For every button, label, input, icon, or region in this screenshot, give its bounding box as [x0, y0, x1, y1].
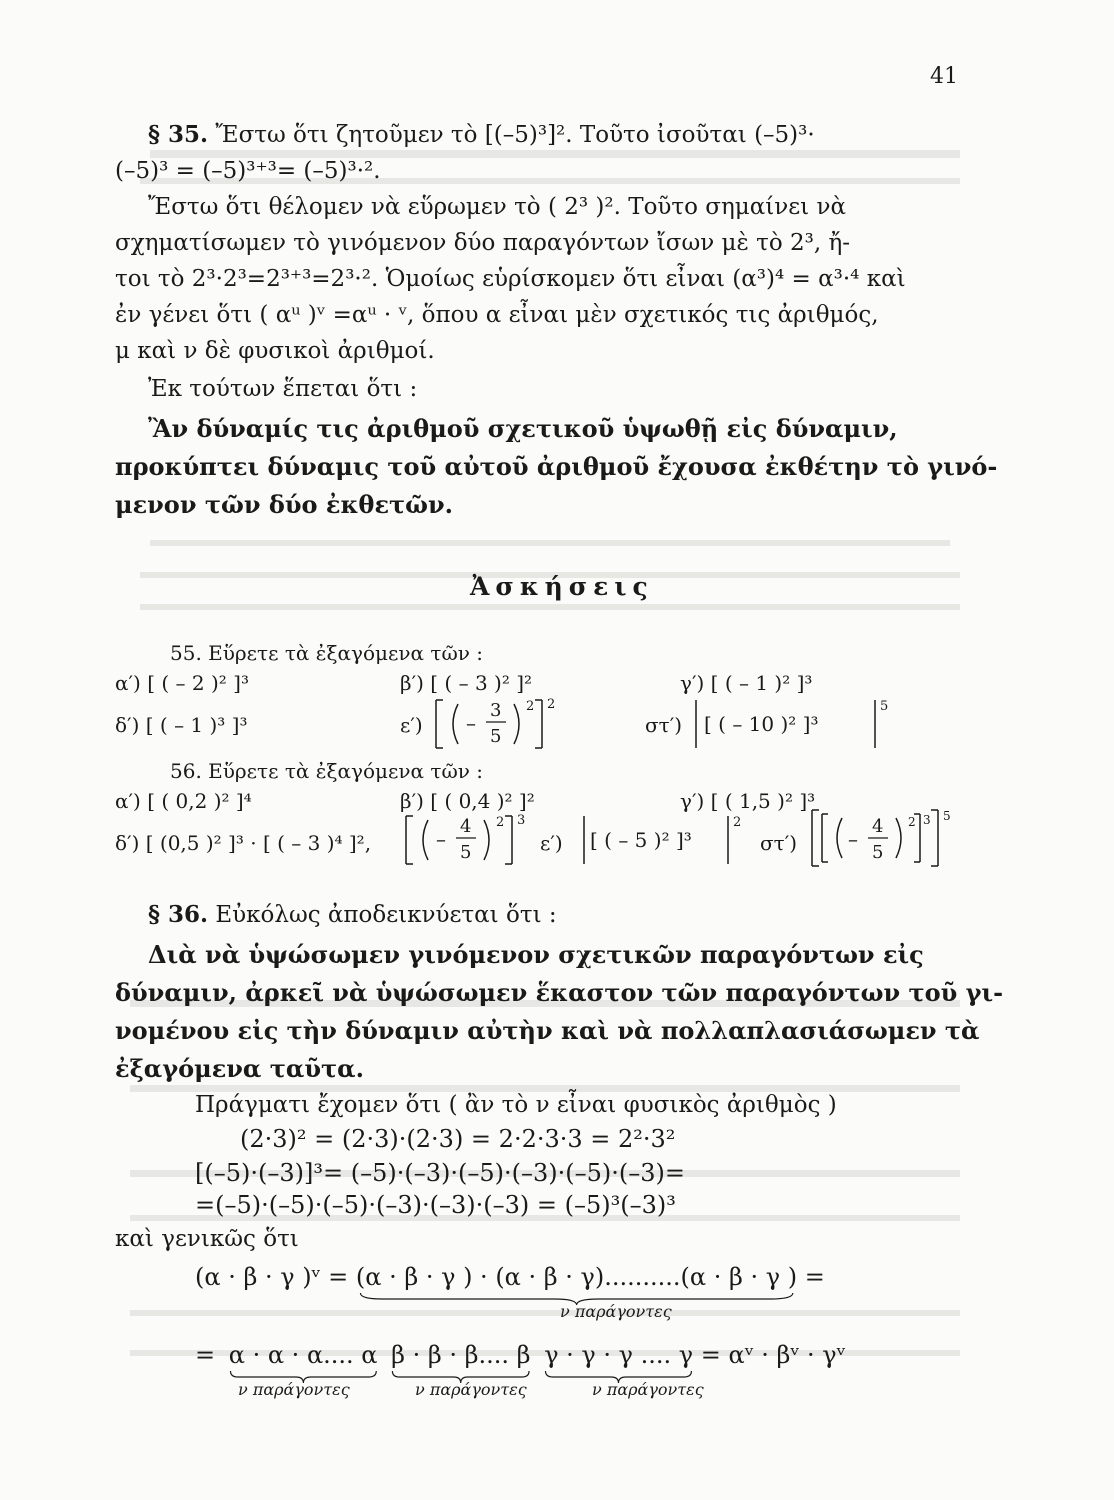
sec36-rule-2: δύναμιν, ἀρκεῖ νὰ ὑψώσωμεν ἕκαστον τῶν παραγόντων τοῦ γι-	[115, 978, 1004, 1007]
svg-text:–: –	[848, 827, 858, 851]
exercise-56-d: δ′) [ (0,5 )² ]³ · [ ( – 3 )⁴ ]²,	[115, 831, 372, 855]
fraction-numerator: 4	[872, 816, 884, 837]
sec35-line-3: Ἔστω ὅτι θέλομεν νὰ εὕρωμεν τὸ ( 2³ )². Τοῦτο σημαίνει νὰ	[148, 194, 846, 220]
formula-2	[195, 1340, 846, 1370]
exercise-56-st-label: στ′)	[760, 831, 798, 855]
sec36-rule-3: νομένου εἰς τὴν δύναμιν αὐτὴν καὶ νὰ πολλαπλασιάσωμεν τὰ	[115, 1016, 980, 1045]
outer-exponent: 3	[517, 813, 526, 828]
sec35-rule-2: προκύπτει δύναμις τοῦ αὐτοῦ ἀριθμοῦ ἔχουσα ἐκθέτην τὸ γινό-	[115, 452, 998, 481]
formula-1-product	[356, 1262, 797, 1292]
inner-exponent: 2	[526, 699, 535, 714]
sec36-rule-1: Διὰ νὰ ὑψώσωμεν γινόμενον σχετικῶν παραγόντων εἰς	[148, 940, 924, 969]
svg-text:–: –	[436, 827, 446, 851]
formula-2-result: = αᵛ · βᵛ · γᵛ	[700, 1341, 846, 1369]
exercise-55-d: δ′) [ ( – 1 )³ ]³	[115, 713, 248, 737]
fraction-denominator: 5	[460, 842, 472, 863]
exercise-56-b: β′) [ ( 0,4 )² ]²	[400, 789, 535, 813]
underbrace-label: ν παράγοντες	[560, 1302, 672, 1321]
exercise-56-st-expression	[808, 804, 968, 872]
underbrace-label-alpha: ν παράγοντες	[238, 1380, 350, 1399]
sec36-line-2: Πράγματι ἔχομεν ὅτι ( ἂν τὸ ν εἶναι φυσικὸς ἀριθμὸς )	[195, 1092, 837, 1118]
section-36-number: § 36.	[148, 901, 209, 928]
formula-2-beta-text: β · β · β.... β	[391, 1341, 531, 1369]
sec35-line-1	[148, 120, 815, 150]
sec35-line-8: Ἐκ τούτων ἕπεται ὅτι :	[148, 376, 418, 402]
formula-1-equals: =	[804, 1263, 825, 1291]
sec36-rule-4: ἐξαγόμενα ταῦτα.	[115, 1054, 364, 1083]
formula-2-gamma-group	[544, 1340, 693, 1370]
outer-exponent: 2	[547, 697, 556, 712]
exercise-56-a: α′) [ ( 0,2 )² ]⁴	[115, 789, 252, 813]
outer-exponent: 2	[733, 815, 742, 830]
inner-exponent: 2	[908, 815, 916, 829]
fraction-numerator: 4	[460, 816, 472, 837]
underbrace-label-gamma: ν παράγοντες	[592, 1380, 704, 1399]
exercise-56-c: γ′) [ ( 1,5 )² ]³	[680, 789, 816, 813]
sec35-text-1: Ἔστω ὅτι ζητοῦμεν τὸ [(–5)³]². Τοῦτο ἰσοῦται (–5)³·	[215, 122, 815, 148]
exercise-56-heading: 56. Εὕρετε τὰ ἐξαγόμενα τῶν :	[170, 759, 484, 783]
exercise-55-e-label: ε′)	[400, 713, 423, 737]
sec35-rule-1: Ἂν δύναμίς τις ἀριθμοῦ σχετικοῦ ὑψωθῇ εἰς δύναμιν,	[148, 414, 898, 443]
exercise-56-e-inner: [ ( – 5 )² ]³	[590, 828, 692, 852]
sec35-rule-3: μενον τῶν δύο ἐκθετῶν.	[115, 490, 454, 519]
exercise-55-st-inner: [ ( – 10 )² ]³	[704, 712, 819, 736]
formula-1-left: (α · β · γ )ᵛ =	[195, 1263, 349, 1291]
inner-exponent: 2	[496, 815, 505, 830]
formula-2-alpha-text: α · α · α.... α	[228, 1341, 378, 1369]
formula-2-alpha-group	[229, 1340, 378, 1370]
formula-2-equals: =	[195, 1341, 216, 1369]
sec36-line-3: καὶ γενικῶς ὅτι	[115, 1226, 299, 1252]
page-number: 41	[930, 64, 958, 89]
fraction-numerator: 3	[490, 700, 502, 721]
formula-2-beta-group	[391, 1340, 530, 1370]
exercise-56-e-expression	[578, 808, 758, 868]
outer-exponent: 5	[880, 699, 889, 714]
fraction-denominator: 5	[490, 726, 502, 747]
sec35-line-7: μ καὶ ν δὲ φυσικοὶ ἀριθμοί.	[115, 338, 435, 364]
exercise-55-a: α′) [ ( – 2 )² ]³	[115, 671, 249, 695]
exercise-55-c: γ′) [ ( – 1 )² ]³	[680, 671, 813, 695]
formula-1	[195, 1262, 825, 1292]
exercises-title: Ἀσκήσεις	[470, 572, 654, 601]
underbrace-label-beta: ν παράγοντες	[415, 1380, 527, 1399]
sec36-line-1	[148, 900, 557, 930]
outer-exponent: 5	[943, 809, 951, 823]
sec36-text-1: Εὐκόλως ἀποδεικνύεται ὅτι :	[215, 902, 557, 928]
exercise-55-st-label: στ′)	[645, 713, 683, 737]
fraction-denominator: 5	[872, 842, 884, 863]
exercise-55-b: β′) [ ( – 3 )² ]²	[400, 671, 533, 695]
equation-1: (2·3)² = (2·3)·(2·3) = 2·2·3·3 = 2²·3²	[240, 1125, 676, 1153]
formula-1-product-text: (α · β · γ ) · (α · β · γ)..........(α · β · γ )	[355, 1263, 798, 1291]
sec35-line-5: τοι τὸ 2³·2³=2³⁺³=2³·². Ὁμοίως εὑρίσκομεν ὅτι εἶναι (α³)⁴ = α³·⁴ καὶ	[115, 266, 906, 292]
svg-text:–: –	[466, 711, 476, 735]
sec35-line-4: σχηματίσωμεν τὸ γινόμενον δύο παραγόντων ἴσων μὲ τὸ 2³, ἤ-	[115, 230, 851, 256]
middle-exponent: 3	[923, 813, 931, 827]
exercise-55-e-expression	[430, 692, 610, 752]
exercise-55-st-expression	[690, 692, 910, 752]
sec35-line-6: ἐν γένει ὅτι ( αᵘ )ᵛ =αᵘ · ᵛ, ὅπου α εἶναι μὲν σχετικός τις ἀριθμός,	[115, 302, 879, 328]
sec35-line-2: (–5)³ = (–5)³⁺³= (–5)³·².	[115, 158, 381, 184]
equation-3: =(–5)·(–5)·(–5)·(–3)·(–3)·(–3) = (–5)³(–3)³	[195, 1191, 676, 1219]
exercise-56-d-fraction-expression	[400, 808, 540, 868]
exercise-56-e-label: ε′)	[540, 831, 563, 855]
equation-2: [(–5)·(–3)]³= (–5)·(–3)·(–5)·(–3)·(–5)·(–3)=	[195, 1159, 685, 1187]
exercise-55-heading: 55. Εὕρετε τὰ ἐξαγόμενα τῶν :	[170, 641, 484, 665]
formula-2-gamma-text: γ · γ · γ .... γ	[544, 1341, 694, 1369]
section-35-number: § 35.	[148, 121, 209, 148]
